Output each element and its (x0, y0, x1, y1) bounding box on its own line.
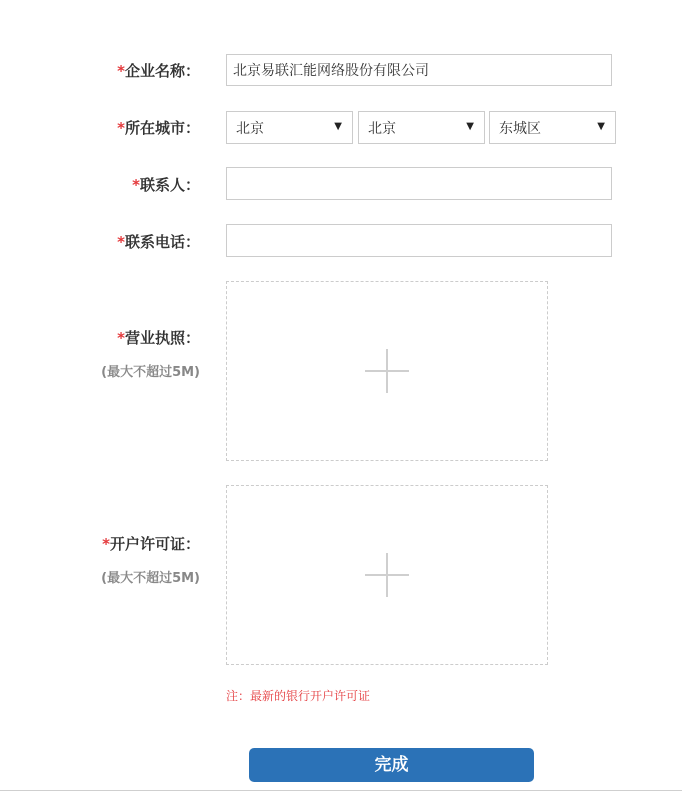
business-license-upload[interactable] (226, 281, 548, 461)
account-license-note: 注：最新的银行开户许可证 (226, 689, 371, 703)
business-license-label-text: 营业执照： (124, 329, 200, 347)
dropdown-arrow-icon: ▼ (466, 121, 474, 132)
business-license-size-hint: (最大不超过5M) (101, 365, 200, 380)
district-select-value: 东城区 (499, 121, 541, 137)
account-license-size-hint: (最大不超过5M) (101, 571, 200, 586)
required-mark: * (132, 176, 140, 194)
phone-label-text: 联系电话： (124, 233, 200, 251)
company-name-label-text: 企业名称： (124, 62, 200, 80)
phone-label (117, 231, 200, 252)
account-license-label-text: 开户许可证： (109, 535, 200, 553)
province-select[interactable] (226, 111, 353, 144)
province-select-value: 北京 (236, 121, 264, 137)
city-select[interactable] (358, 111, 485, 144)
account-license-upload[interactable] (226, 485, 548, 665)
business-license-label (117, 327, 200, 348)
required-mark: * (102, 535, 110, 553)
account-license-label (102, 533, 200, 554)
company-name-input[interactable] (226, 54, 612, 86)
company-name-label (117, 60, 200, 81)
district-select[interactable] (489, 111, 616, 144)
plus-icon (365, 553, 409, 597)
city-select-value: 北京 (368, 121, 396, 137)
bottom-divider (0, 790, 682, 791)
dropdown-arrow-icon: ▼ (597, 121, 605, 132)
phone-input[interactable] (226, 224, 612, 257)
city-label-text: 所在城市： (124, 119, 200, 137)
dropdown-arrow-icon: ▼ (334, 121, 342, 132)
submit-button[interactable]: 完成 (249, 748, 534, 782)
required-mark: * (117, 233, 125, 251)
required-mark: * (117, 119, 125, 137)
contact-label (132, 174, 200, 195)
required-mark: * (117, 62, 125, 80)
city-label (117, 117, 200, 138)
contact-label-text: 联系人： (139, 176, 200, 194)
plus-icon (365, 349, 409, 393)
required-mark: * (117, 329, 125, 347)
contact-input[interactable] (226, 167, 612, 200)
